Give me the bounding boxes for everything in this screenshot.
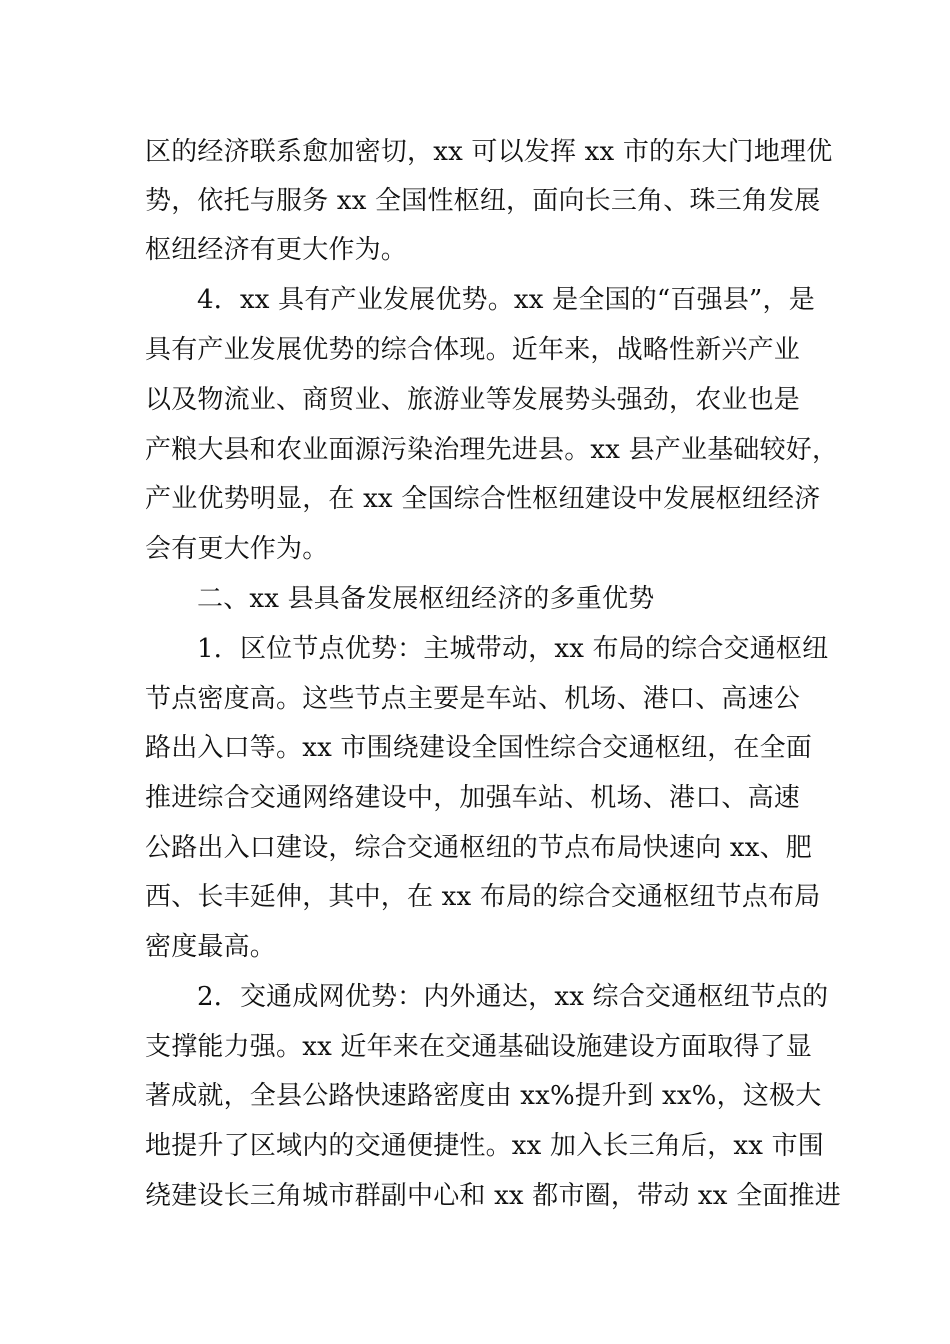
text-line: 节点密度高。这些节点主要是车站、机场、港口、高速公 [145, 684, 801, 714]
text-line: 1．区位节点优势：主城带动，xx 布局的综合交通枢纽 [197, 634, 829, 664]
text-line: 产业优势明显，在 xx 全国综合性枢纽建设中发展枢纽经济 [145, 484, 821, 514]
text-line: 地提升了区域内的交通便捷性。xx 加入长三角后，xx 市围 [145, 1131, 824, 1161]
text-line: 产粮大县和农业面源污染治理先进县。xx 县产业基础较好， [145, 435, 839, 465]
text-line: 绕建设长三角城市群副中心和 xx 都市圈，带动 xx 全面推进 [145, 1181, 841, 1211]
text-line: 势，依托与服务 xx 全国性枢纽，面向长三角、珠三角发展 [145, 186, 821, 216]
text-line: 4．xx 具有产业发展优势。xx 是全国的“百强县”，是 [197, 285, 815, 315]
text-line: 公路出入口建设，综合交通枢纽的节点布局快速向 xx、肥 [145, 833, 812, 863]
text-line: 路出入口等。xx 市围绕建设全国性综合交通枢纽，在全面 [145, 733, 812, 763]
text-line: 枢纽经济有更大作为。 [145, 235, 408, 265]
text-line: 西、长丰延伸，其中，在 xx 布局的综合交通枢纽节点布局 [145, 882, 821, 912]
text-line: 密度最高。 [145, 932, 277, 962]
text-line: 支撑能力强。xx 近年来在交通基础设施建设方面取得了显 [145, 1032, 812, 1062]
text-line: 具有产业发展优势的综合体现。近年来，战略性新兴产业 [145, 335, 801, 365]
text-line: 推进综合交通网络建设中，加强车站、机场、港口、高速 [145, 783, 801, 813]
section-heading: 二、xx 县具备发展枢纽经济的多重优势 [197, 584, 655, 614]
text-line: 区的经济联系愈加密切，xx 可以发挥 xx 市的东大门地理优 [145, 137, 833, 167]
text-line: 会有更大作为。 [145, 534, 329, 564]
text-line: 著成就，全县公路快速路密度由 xx%提升到 xx%，这极大 [145, 1081, 822, 1111]
text-line: 以及物流业、商贸业、旅游业等发展势头强劲，农业也是 [145, 385, 801, 415]
text-line: 2．交通成网优势：内外通达，xx 综合交通枢纽节点的 [197, 982, 829, 1012]
